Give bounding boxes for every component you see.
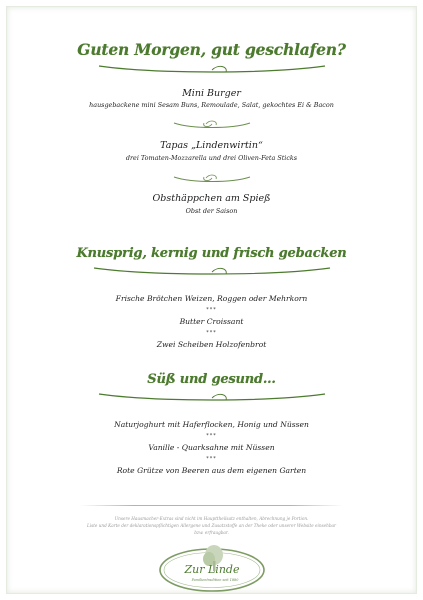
footer-note: bzw. erfraugbar. <box>194 530 229 535</box>
bakery-item: Zwei Scheiben Holzofenbrot <box>156 340 267 349</box>
sweet-item: Naturjoghurt mit Haferflocken, Honig und Nüssen <box>114 420 309 429</box>
heading-flourish <box>0 264 423 276</box>
separator-stars: *** <box>206 307 217 313</box>
footer-note: Liste und Karte der deklarationspflichtigen Allergene und Zusatzstoffe an der Theke oder unserer Website einsehbar <box>86 523 337 528</box>
menu-item-title: Tapas „Lindenwirtin“ <box>160 140 263 151</box>
menu-item-description: Obst der Saison <box>185 207 238 215</box>
separator-stars: *** <box>206 456 217 462</box>
sweet-item: Rote Grütze von Beeren aus dem eigenen Garten <box>116 466 307 475</box>
item-swash <box>0 118 423 130</box>
heading-flourish <box>0 62 423 74</box>
separator-stars: *** <box>206 330 217 336</box>
menu-item-description: drei Tomaten-Mozzarella und drei Oliven-Feta Sticks <box>125 154 298 162</box>
separator-stars: *** <box>206 433 217 439</box>
flourish-ornament <box>97 390 327 402</box>
section-heading-bakery: Knusprig, kernig und frisch gebacken <box>76 246 347 261</box>
swash-ornament <box>172 118 252 130</box>
bakery-item: Butter Croissant <box>179 317 244 326</box>
logo-tagline: Familientradition seit 1880 <box>191 578 238 582</box>
section-heading-breakfast: Guten Morgen, gut geschlafen? <box>77 40 346 59</box>
flourish-ornament <box>92 264 332 276</box>
menu-item-description: hausgebackene mini Sesam Buns, Remoulade, Salat, gekochtes Ei & Bacon <box>89 101 334 109</box>
flourish-ornament <box>97 62 327 74</box>
menu-item-title: Mini Burger <box>182 88 241 99</box>
item-swash <box>0 172 423 184</box>
logo-name: Zur Linde <box>184 563 239 576</box>
section-heading-sweet: Süß und gesund… <box>147 372 276 387</box>
zur-linde-logo <box>157 541 267 595</box>
menu-item-title: Obsthäppchen am Spieß <box>152 193 271 204</box>
swash-ornament <box>172 172 252 184</box>
footer-divider <box>80 505 343 506</box>
sweet-item: Vanille - Quarksahne mit Nüssen <box>148 443 275 452</box>
footer-note: Unsere Hausmacher-Extras sind nicht im Haupttheilsatz enthalten, Abrechnung je Portion. <box>114 516 309 521</box>
logo <box>0 541 423 595</box>
heading-flourish <box>0 390 423 402</box>
bakery-item: Frische Brötchen Weizen, Roggen oder Mehrkorn <box>115 294 308 303</box>
